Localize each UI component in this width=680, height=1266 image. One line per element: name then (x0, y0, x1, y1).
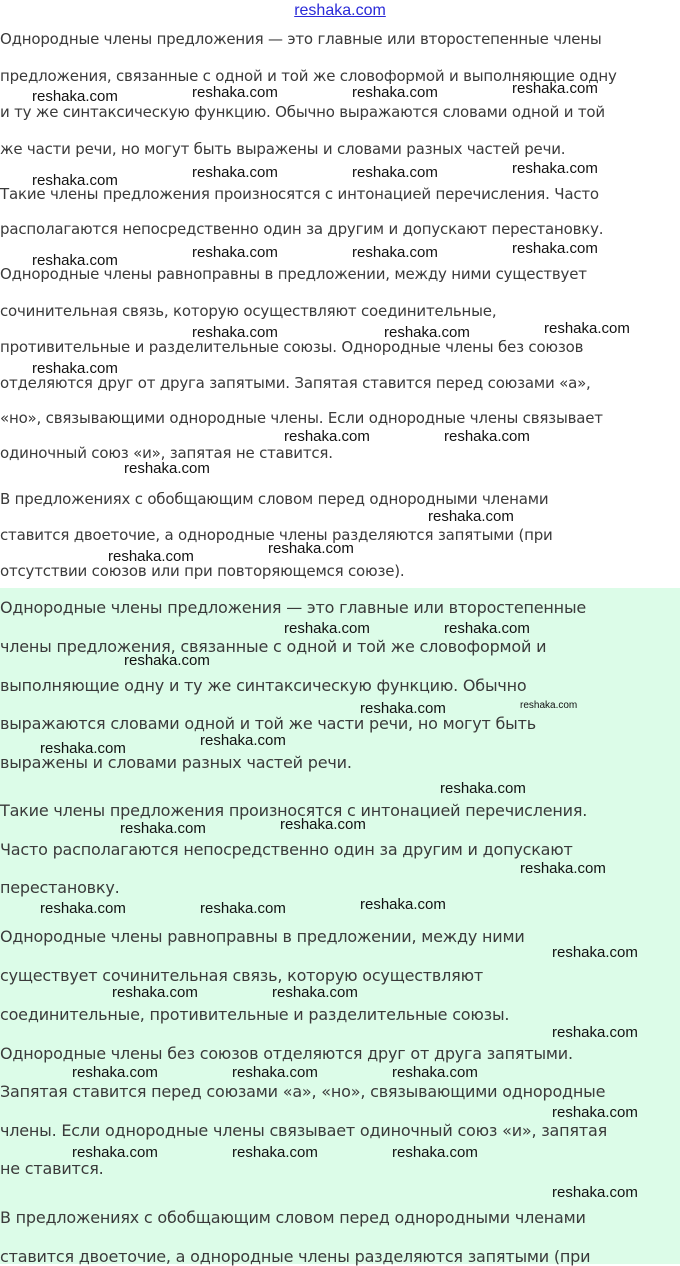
watermark: reshaka.com (428, 508, 514, 525)
watermark: reshaka.com (192, 84, 278, 101)
watermark: reshaka.com (520, 860, 606, 877)
watermark: reshaka.com (112, 984, 198, 1001)
watermark: reshaka.com (108, 548, 194, 565)
watermark: reshaka.com (72, 1144, 158, 1161)
text-line: выражены и словами разных частей речи. (0, 753, 352, 772)
text-line: члены предложения, связанные с одной и той же словоформой и (0, 637, 547, 656)
watermark: reshaka.com (544, 320, 630, 337)
watermark: reshaka.com (444, 620, 530, 637)
text-line: Однородные члены предложения — это главные или второстепенные члены (0, 30, 602, 48)
watermark: reshaka.com (552, 1104, 638, 1121)
text-line: Однородные члены равноправны в предложении, между ними (0, 927, 525, 946)
text-line: члены. Если однородные члены связывает одиночный союз «и», запятая (0, 1121, 607, 1140)
text-line: не ставится. (0, 1159, 104, 1178)
watermark: reshaka.com (40, 740, 126, 757)
text-line: предложения, связанные с одной и той же словоформой и выполняющие одну (0, 67, 617, 85)
text-line: выполняющие одну и ту же синтаксическую функцию. Обычно (0, 676, 527, 695)
watermark: reshaka.com (40, 900, 126, 917)
watermark: reshaka.com (352, 164, 438, 181)
watermark: reshaka.com (200, 900, 286, 917)
text-line: отсутствии союзов или при повторяющемся союзе). (0, 562, 405, 580)
text-line: Однородные члены предложения — это главные или второстепенные (0, 598, 587, 617)
watermark: reshaka.com (352, 84, 438, 101)
watermark: reshaka.com (552, 944, 638, 961)
text-line: существует сочинительная связь, которую осуществляют (0, 966, 483, 985)
text-line: и ту же синтаксическую функцию. Обычно выражаются словами одной и той (0, 103, 605, 121)
text-line: «но», связывающими однородные члены. Если однородные члены связывает (0, 409, 603, 427)
watermark: reshaka.com (392, 1144, 478, 1161)
watermark: reshaka.com (284, 428, 370, 445)
watermark: reshaka.com (384, 324, 470, 341)
watermark: reshaka.com (360, 896, 446, 913)
text-line: же части речи, но могут быть выражены и словами разных частей речи. (0, 140, 566, 158)
watermark: reshaka.com (32, 360, 118, 377)
watermark: reshaka.com (232, 1144, 318, 1161)
watermark: reshaka.com (552, 1184, 638, 1201)
text-line: ставится двоеточие, а однородные члены разделяются запятыми (при (0, 526, 553, 544)
text-line: противительные и разделительные союзы. Однородные члены без союзов (0, 338, 584, 356)
text-line: сочинительная связь, которую осуществляют соединительные, (0, 302, 497, 320)
watermark: reshaka.com (124, 652, 210, 669)
text-block-white (0, 24, 680, 588)
watermark: reshaka.com (392, 1064, 478, 1081)
watermark: reshaka.com (192, 324, 278, 341)
text-line: одиночный союз «и», запятая не ставится. (0, 444, 333, 462)
text-line: выражаются словами одной и той же части речи, но могут быть (0, 714, 536, 733)
text-block-green (0, 588, 680, 1264)
watermark: reshaka.com (268, 540, 354, 557)
text-line: Часто располагаются непосредственно один за другим и допускают (0, 840, 573, 859)
watermark: reshaka.com (72, 1064, 158, 1081)
text-line: Однородные члены равноправны в предложении, между ними существует (0, 265, 587, 283)
text-line: Однородные члены без союзов отделяются друг от друга запятыми. (0, 1044, 573, 1063)
site-header (0, 0, 680, 22)
text-line: перестановку. (0, 878, 120, 897)
watermark: reshaka.com (352, 244, 438, 261)
watermark: reshaka.com (120, 820, 206, 837)
text-line: располагаются непосредственно один за другим и допускают перестановку. (0, 220, 604, 238)
watermark: reshaka.com (32, 172, 118, 189)
text-line: Такие члены предложения произносятся с интонацией перечисления. Часто (0, 185, 599, 203)
text-line: Запятая ставится перед союзами «а», «но», связывающими однородные (0, 1082, 606, 1101)
watermark: reshaka.com (440, 780, 526, 797)
watermark: reshaka.com (512, 160, 598, 177)
watermark: reshaka.com (512, 240, 598, 257)
text-line: Такие члены предложения произносятся с интонацией перечисления. (0, 801, 588, 820)
watermark: reshaka.com (280, 816, 366, 833)
text-line: соединительные, противительные и разделительные союзы. (0, 1005, 510, 1024)
watermark: reshaka.com (200, 732, 286, 749)
watermark: reshaka.com (520, 700, 578, 711)
text-line: В предложениях с обобщающим словом перед однородными членами (0, 1208, 586, 1227)
text-line: В предложениях с обобщающим словом перед однородными членами (0, 490, 549, 508)
watermark: reshaka.com (232, 1064, 318, 1081)
watermark: reshaka.com (360, 700, 446, 717)
watermark: reshaka.com (284, 620, 370, 637)
watermark: reshaka.com (192, 244, 278, 261)
watermark: reshaka.com (552, 1024, 638, 1041)
watermark: reshaka.com (32, 88, 118, 105)
text-line: ставится двоеточие, а однородные члены разделяются запятыми (при (0, 1247, 591, 1266)
watermark: reshaka.com (124, 460, 210, 477)
watermark: reshaka.com (32, 252, 118, 269)
watermark: reshaka.com (192, 164, 278, 181)
watermark: reshaka.com (444, 428, 530, 445)
site-link[interactable]: reshaka.com (294, 2, 386, 19)
watermark: reshaka.com (272, 984, 358, 1001)
text-line: отделяются друг от друга запятыми. Запятая ставится перед союзами «а», (0, 374, 591, 392)
watermark: reshaka.com (512, 80, 598, 97)
